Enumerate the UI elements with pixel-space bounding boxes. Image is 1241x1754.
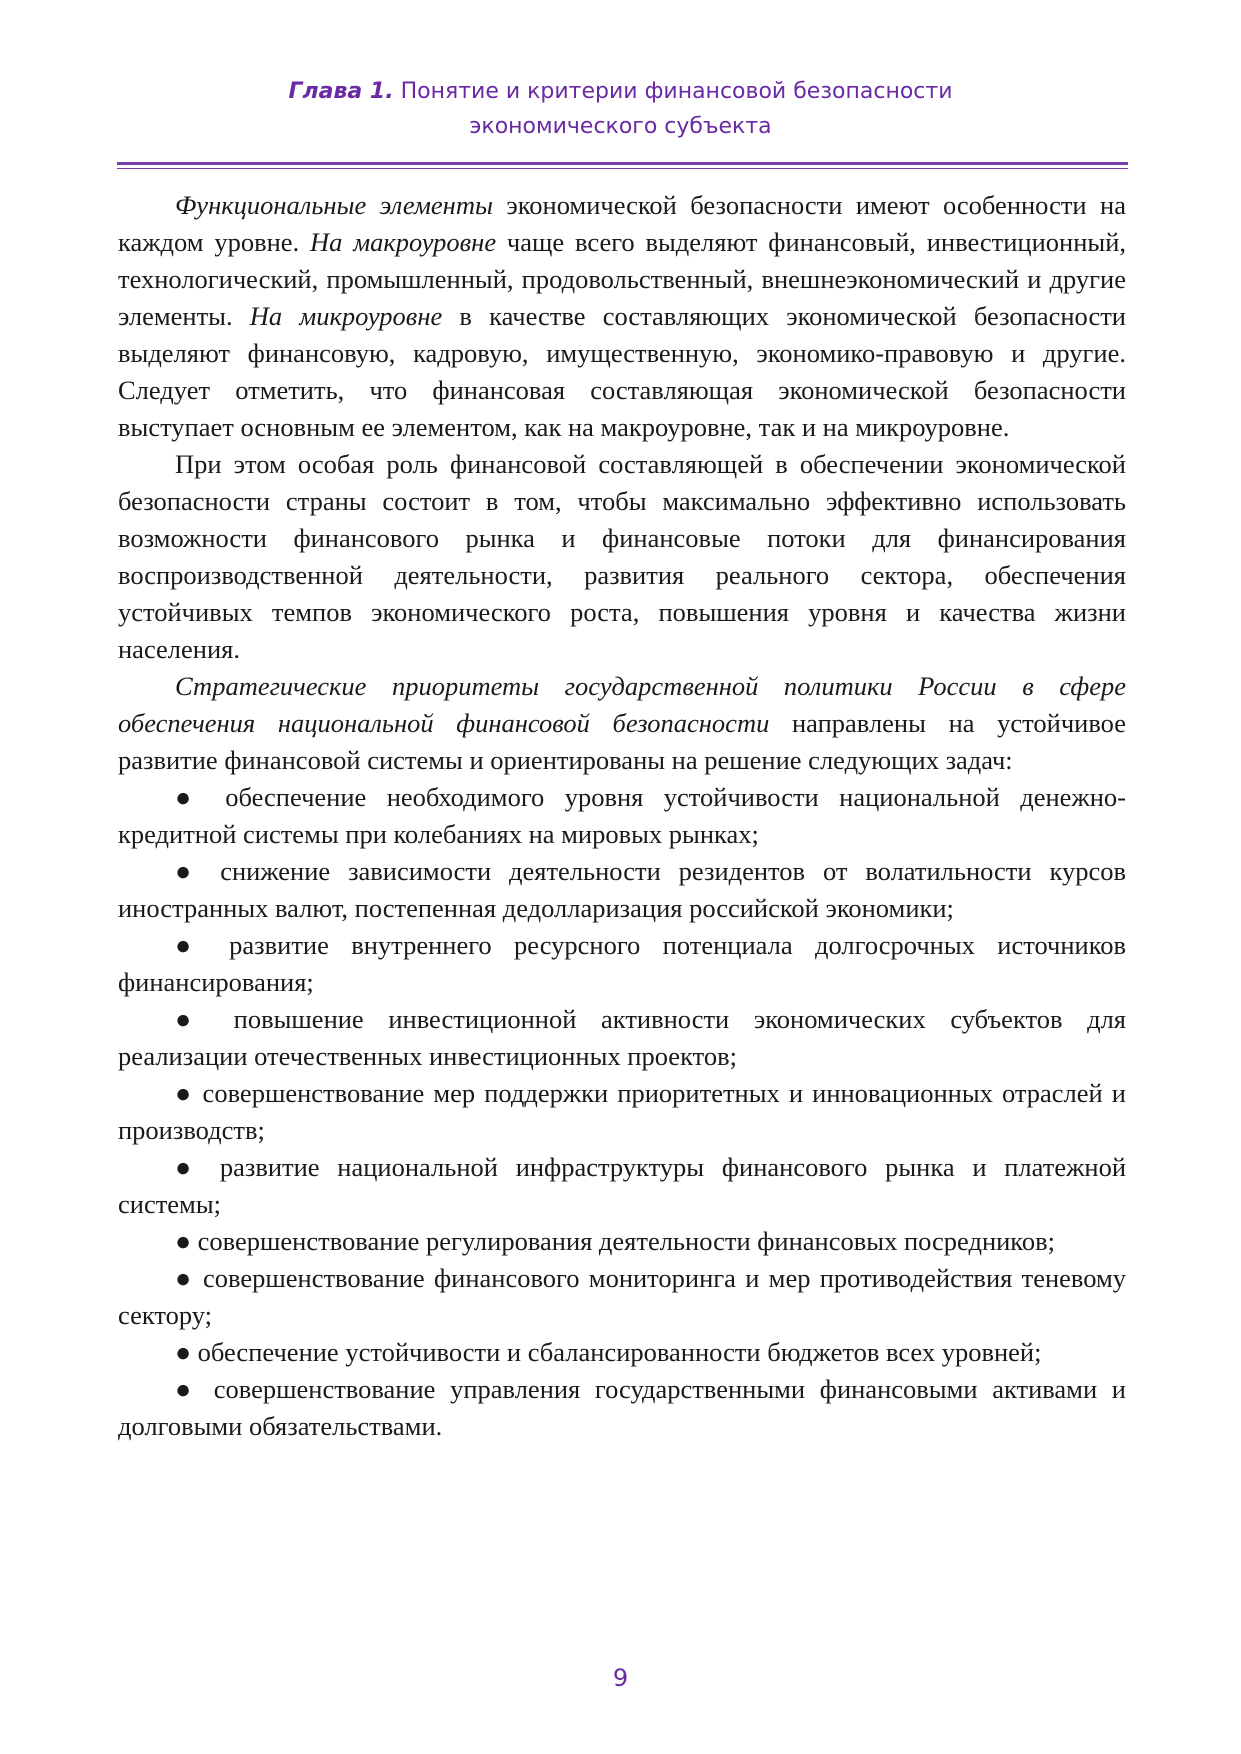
list-item: ● повышение инвестиционной активности экономических субъектов для реализации отечественных инвестиционных проектов; xyxy=(118,1004,1126,1071)
list-item: ● совершенствование финансового мониторинга и мер противодействия теневому сектору; xyxy=(118,1263,1126,1330)
list-item: ● снижение зависимости деятельности резидентов от волатильности курсов иностранных валют, постепенная дедолларизация российской экономики; xyxy=(118,856,1126,923)
paragraph-3-text: направлены на устойчивое развитие финансовой системы и ориентированы на решение следующих задач: xyxy=(118,708,1127,775)
chapter-title-part-2: экономического субъекта xyxy=(469,114,772,139)
running-header-line-1 xyxy=(120,74,1121,109)
paragraph-1-text-1: экономической безопасности имеют особенности на каждом уровне. xyxy=(118,190,1126,257)
list-item: ● обеспечение необходимого уровня устойчивости национальной денежно-кредитной системы при колебаниях на мировых рынках; xyxy=(118,782,1126,849)
header-divider-thick xyxy=(117,162,1128,165)
paragraph-1-text-2: чаще всего выделяют финансовый, инвестиционный, технологический, промышленный, продовольственный, внешнеэкономический и другие элементы. xyxy=(118,227,1126,331)
body-text xyxy=(118,187,1126,1445)
paragraph-1-emphasis-3: На микроуровне xyxy=(249,301,443,331)
list-item: ● совершенствование мер поддержки приоритетных и инновационных отраслей и производств; xyxy=(118,1078,1126,1145)
chapter-label: Глава 1. xyxy=(288,79,394,104)
paragraph-1-emphasis-1: Функциональные элементы xyxy=(175,190,493,220)
paragraph-2: При этом особая роль финансовой составляющей в обеспечении экономической безопасности страны состоит в том, чтобы максимально эффективно использовать возможности финансового рынка и финансовые потоки для финансирования воспроизводственной деятельности, развития реального сектора, обеспечения устойчивых темпов экономического роста, повышения уровня и качества жизни населения. xyxy=(118,449,1126,664)
list-item: ● обеспечение устойчивости и сбалансированности бюджетов всех уровней; xyxy=(175,1337,1042,1367)
list-item: ● совершенствование регулирования деятельности финансовых посредников; xyxy=(175,1226,1055,1256)
page-number: 9 xyxy=(612,1664,629,1692)
header-divider-thin xyxy=(117,168,1128,169)
paragraph-1 xyxy=(118,187,1126,446)
paragraph-1-text-3: в качестве составляющих экономической безопасности выделяют финансовую, кадровую, имущественную, экономико-правовую и другие. Следует отметить, что финансовая составляющая экономической безопасности выступает основным ее элементом, как на макроуровне, так и на микроуровне. xyxy=(118,301,1126,442)
list-item: ● развитие внутреннего ресурсного потенциала долгосрочных источников финансирования; xyxy=(118,930,1126,997)
header-divider xyxy=(117,162,1128,171)
list-item: ● развитие национальной инфраструктуры финансового рынка и платежной системы; xyxy=(118,1152,1126,1219)
list-item: ● совершенствование управления государственными финансовыми активами и долговыми обязательствами. xyxy=(118,1374,1126,1441)
chapter-title-part-1: Понятие и критерии финансовой безопасности xyxy=(400,79,953,104)
paragraph-3 xyxy=(118,668,1126,779)
paragraph-3-emphasis: Стратегические приоритеты государственной политики России в сфере обеспечения национальной финансовой безопасности xyxy=(118,671,1126,738)
running-header xyxy=(120,74,1121,144)
paragraph-1-emphasis-2: На макроуровне xyxy=(310,227,497,257)
